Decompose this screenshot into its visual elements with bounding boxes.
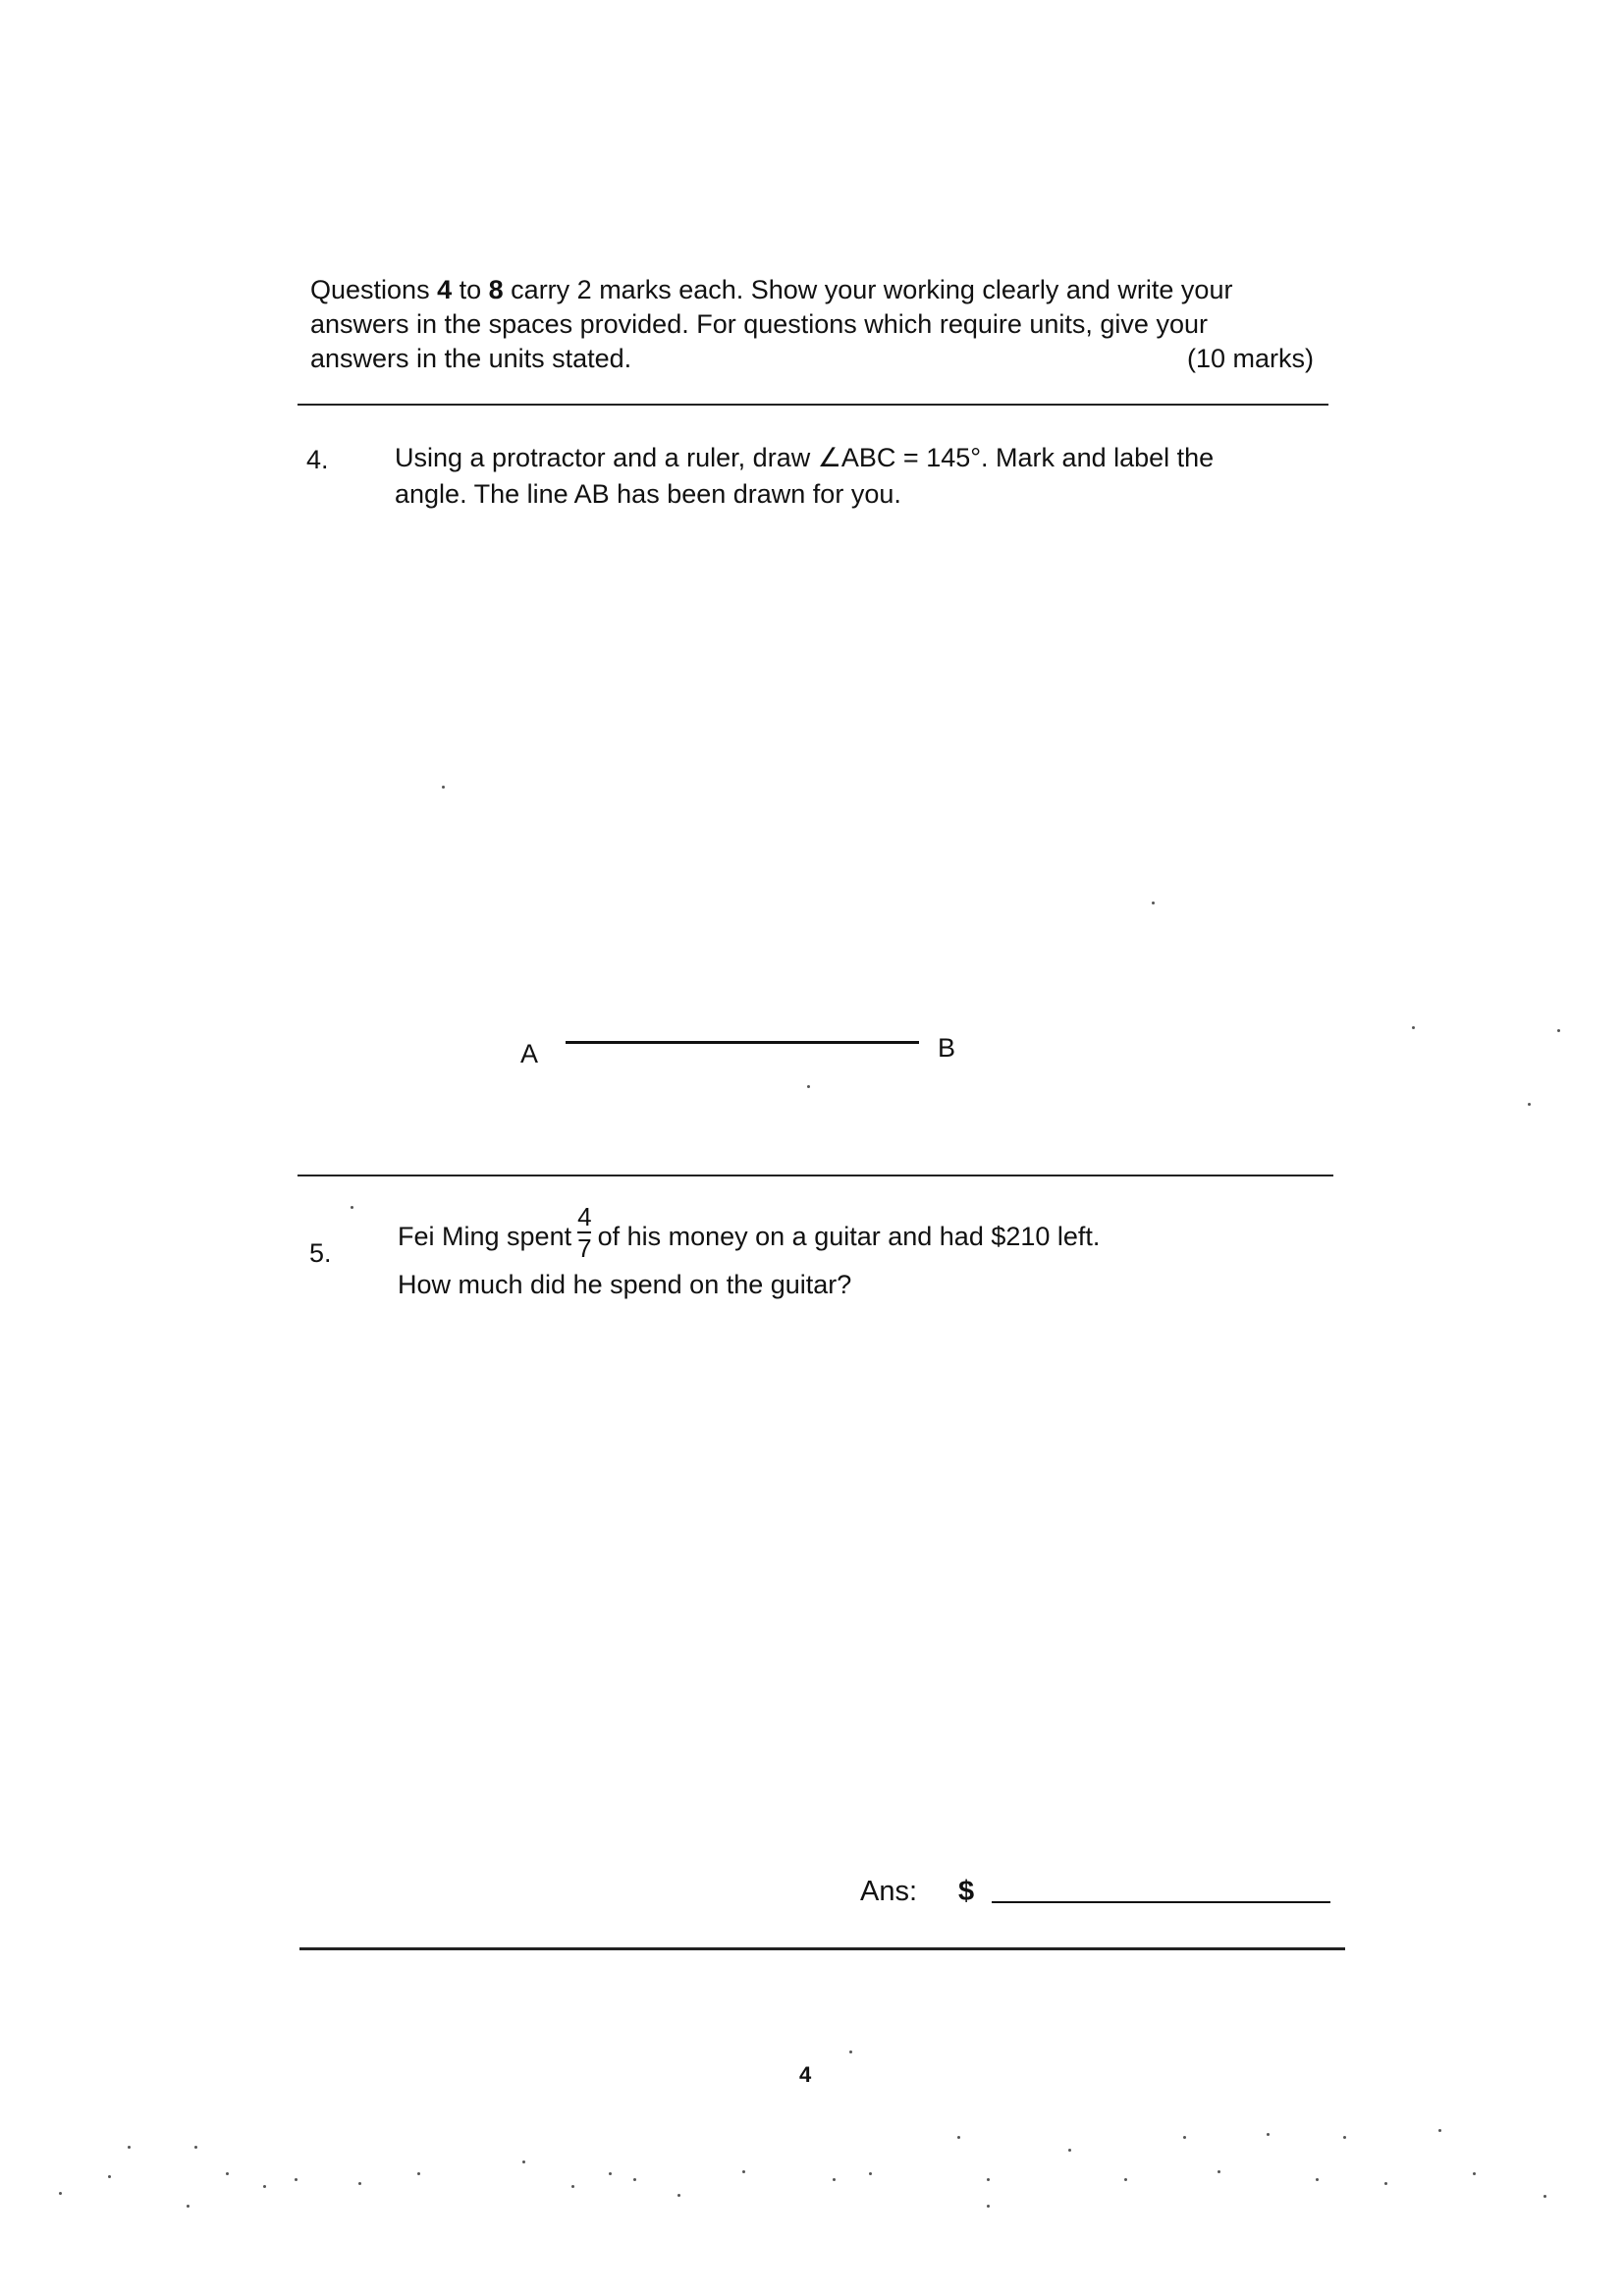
scan-speck — [677, 2194, 680, 2197]
scan-speck — [849, 2050, 852, 2053]
scan-speck — [1267, 2133, 1270, 2136]
scan-speck — [1528, 1103, 1531, 1106]
scan-speck — [1316, 2178, 1319, 2181]
scan-speck — [1068, 2149, 1071, 2152]
scan-speck — [226, 2172, 229, 2175]
scan-speck — [833, 2178, 836, 2181]
scan-speck — [417, 2172, 420, 2175]
question-4-line-1: Using a protractor and a ruler, draw ∠ABC = 145°. Mark and label the — [395, 443, 1215, 472]
instructions-question-start: 4 — [437, 275, 453, 304]
scan-speck — [1473, 2172, 1476, 2175]
scan-speck — [807, 1085, 810, 1088]
answer-label: Ans: — [860, 1876, 918, 1907]
scan-speck — [108, 2175, 111, 2178]
point-a-label: A — [520, 1039, 539, 1068]
point-b-label: B — [938, 1033, 956, 1063]
scan-speck — [1124, 2178, 1127, 2181]
scan-speck — [358, 2182, 361, 2185]
scan-speck — [957, 2136, 960, 2139]
scan-speck — [1412, 1026, 1415, 1029]
scan-speck — [609, 2172, 612, 2175]
question-5-text — [398, 1202, 1340, 1303]
question-5-line-1 — [398, 1202, 1340, 1267]
question-4-line-2: angle. The line AB has been drawn for you. — [395, 479, 901, 509]
scan-speck — [522, 2160, 525, 2163]
scan-speck — [442, 786, 445, 789]
scan-speck — [742, 2170, 745, 2173]
scan-speck — [295, 2178, 298, 2181]
instructions-question-end: 8 — [488, 275, 504, 304]
instructions-line-3 — [310, 342, 1314, 376]
instructions-block — [310, 273, 1314, 376]
page-number: 4 — [799, 2062, 812, 2087]
scan-speck — [1218, 2170, 1220, 2173]
question-number: 4. — [306, 445, 329, 474]
scan-speck — [869, 2172, 872, 2175]
question-5-line-2: How much did he spend on the guitar? — [398, 1270, 852, 1299]
scan-speck — [194, 2146, 197, 2149]
section-divider — [298, 1175, 1333, 1176]
instructions-line-2: answers in the spaces provided. For questions which require units, give your — [310, 309, 1208, 339]
fraction — [577, 1204, 591, 1261]
fraction-numerator: 4 — [577, 1202, 592, 1231]
scan-speck — [987, 2178, 990, 2181]
instructions-text: to — [452, 275, 489, 304]
answer-line[interactable] — [992, 1901, 1330, 1903]
scan-speck — [1183, 2136, 1186, 2139]
answer-unit: $ — [958, 1876, 975, 1907]
question-5-text-before: Fei Ming spent — [398, 1222, 572, 1252]
instructions-text: carry 2 marks each. Show your working clearly and write your — [503, 275, 1233, 304]
instructions-text: answers in the units stated. — [310, 344, 632, 373]
scan-speck — [1343, 2136, 1346, 2139]
scan-speck — [187, 2205, 189, 2208]
scan-speck — [128, 2146, 131, 2149]
scan-speck — [1557, 1029, 1560, 1032]
instructions-text: Questions — [310, 275, 438, 304]
scan-speck — [987, 2205, 990, 2208]
fraction-denominator: 7 — [577, 1233, 592, 1263]
scan-speck — [1543, 2195, 1546, 2198]
scan-speck — [351, 1206, 353, 1209]
question-5-text-after: of his money on a guitar and had $210 left. — [597, 1222, 1101, 1252]
scan-speck — [1152, 902, 1155, 904]
section-divider — [298, 404, 1328, 406]
question-number: 5. — [309, 1238, 332, 1268]
marks-total: (10 marks) — [1186, 344, 1314, 373]
line-ab — [566, 1041, 919, 1044]
scan-speck — [571, 2185, 574, 2188]
scan-speck — [59, 2192, 62, 2195]
scan-speck — [633, 2178, 636, 2181]
section-divider — [299, 1947, 1345, 1950]
scan-speck — [1438, 2129, 1441, 2132]
scan-speck — [263, 2185, 266, 2188]
instructions-line-1 — [310, 273, 1314, 307]
question-4-text — [395, 440, 1337, 513]
scan-speck — [1384, 2182, 1387, 2185]
